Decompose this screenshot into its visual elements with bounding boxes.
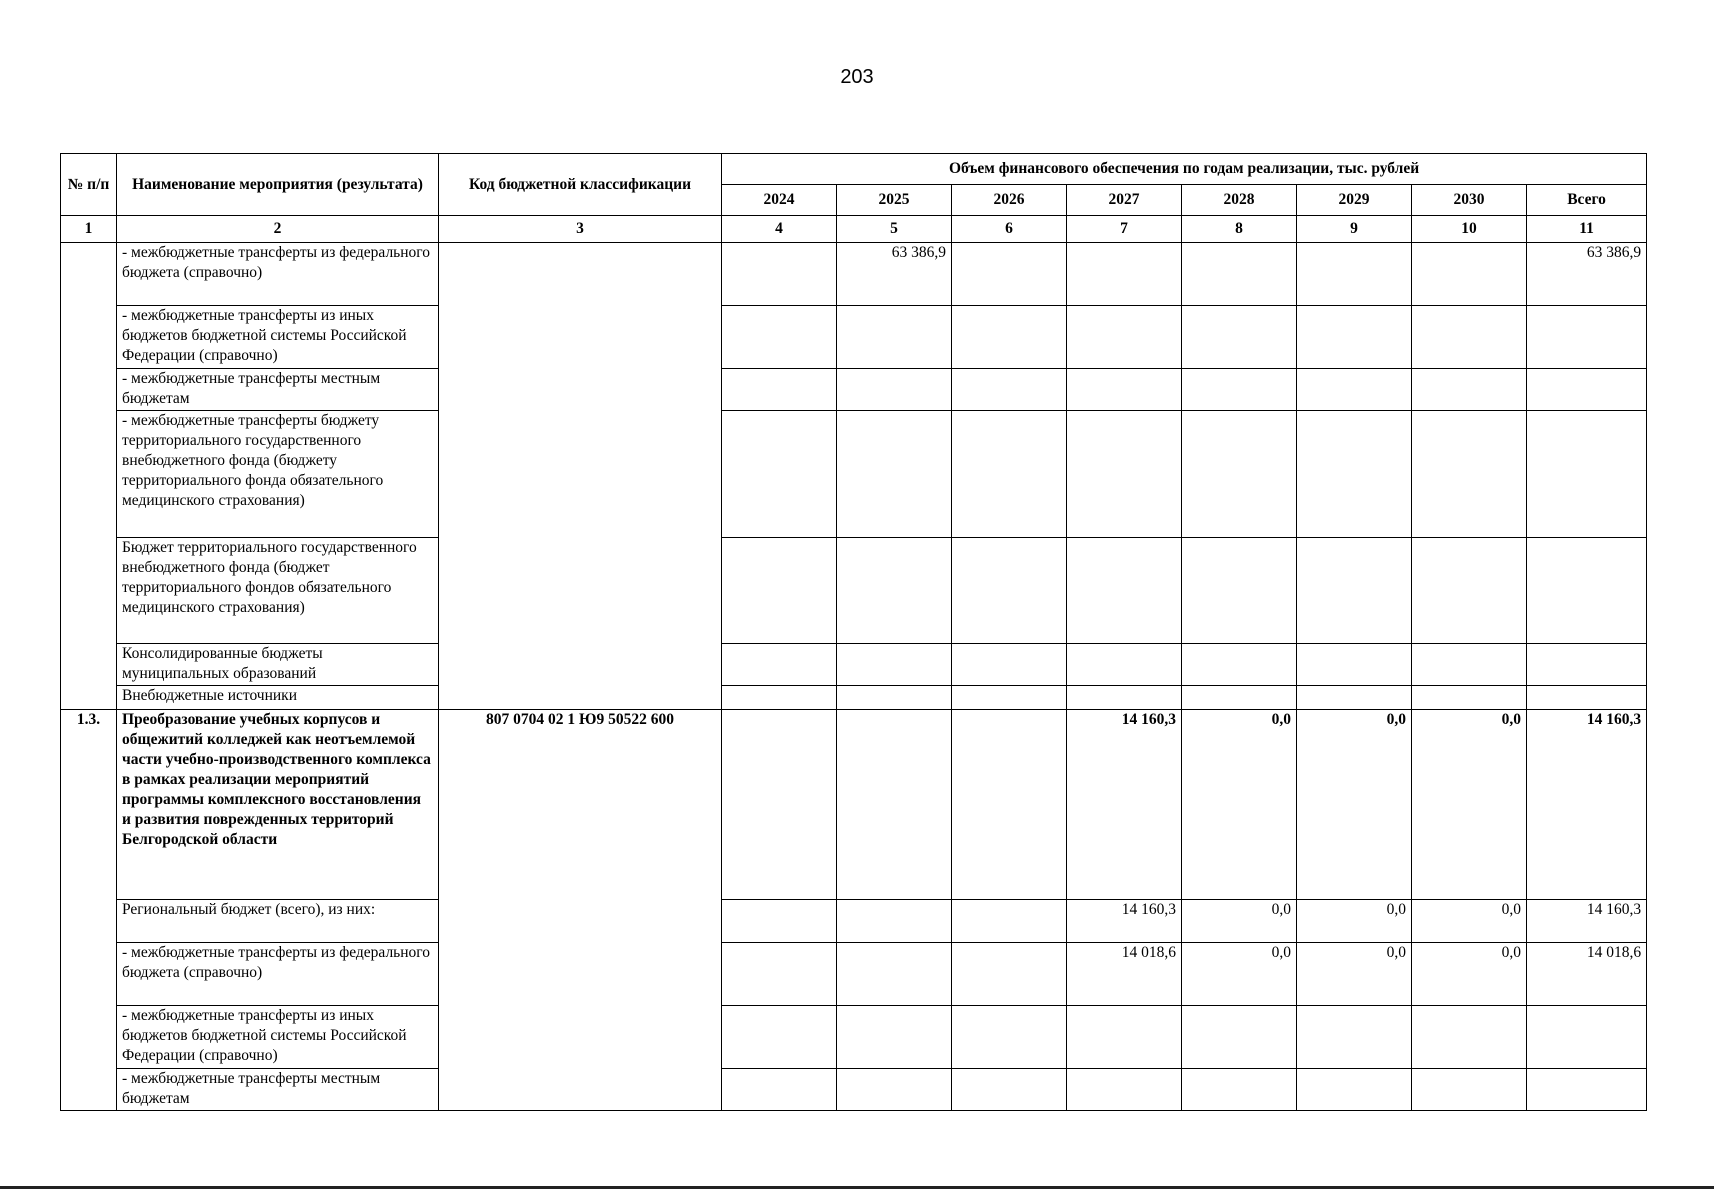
value-cell xyxy=(1412,538,1527,644)
table-row xyxy=(61,710,1647,900)
row-name: - межбюджетные трансферты местным бюджетам xyxy=(117,369,439,411)
value-cell xyxy=(837,306,952,369)
column-number: 1 xyxy=(61,216,117,243)
row-name: - межбюджетные трансферты из иных бюджетов бюджетной системы Российской Федерации (справочно) xyxy=(117,306,439,369)
header-name: Наименование мероприятия (результата) xyxy=(117,154,439,216)
value-cell xyxy=(1412,644,1527,686)
value-cell xyxy=(952,369,1067,411)
value-cell: 0,0 xyxy=(1297,943,1412,1006)
table-row xyxy=(61,1069,1647,1111)
row-name: - межбюджетные трансферты из федерального бюджета (справочно) xyxy=(117,243,439,306)
header-year: 2028 xyxy=(1182,185,1297,216)
value-cell xyxy=(1067,306,1182,369)
value-cell xyxy=(1182,411,1297,538)
header-num: № п/п xyxy=(61,154,117,216)
value-cell xyxy=(1182,686,1297,710)
value-cell xyxy=(837,943,952,1006)
value-cell xyxy=(722,686,837,710)
value-cell xyxy=(722,644,837,686)
column-number: 11 xyxy=(1527,216,1647,243)
value-cell xyxy=(952,1069,1067,1111)
value-cell xyxy=(837,710,952,900)
value-cell xyxy=(1412,1069,1527,1111)
value-cell xyxy=(1297,644,1412,686)
value-cell xyxy=(1527,644,1647,686)
value-cell: 14 018,6 xyxy=(1527,943,1647,1006)
column-number: 3 xyxy=(439,216,722,243)
value-cell xyxy=(1412,306,1527,369)
value-cell xyxy=(1182,369,1297,411)
value-cell xyxy=(837,1069,952,1111)
column-number: 10 xyxy=(1412,216,1527,243)
value-cell xyxy=(952,538,1067,644)
header-year: 2024 xyxy=(722,185,837,216)
value-cell: 0,0 xyxy=(1182,710,1297,900)
value-cell: 63 386,9 xyxy=(1527,243,1647,306)
header-year: 2030 xyxy=(1412,185,1527,216)
value-cell xyxy=(1527,306,1647,369)
header-year: 2025 xyxy=(837,185,952,216)
index-cell xyxy=(61,243,117,710)
page-number: 203 xyxy=(840,66,874,88)
value-cell xyxy=(837,644,952,686)
table-row xyxy=(61,369,1647,411)
value-cell xyxy=(1182,1006,1297,1069)
budget-code: 807 0704 02 1 Ю9 50522 600 xyxy=(439,710,722,1111)
value-cell xyxy=(1067,686,1182,710)
table-row xyxy=(61,411,1647,538)
value-cell xyxy=(1182,243,1297,306)
value-cell xyxy=(1067,1006,1182,1069)
header-year: 2026 xyxy=(952,185,1067,216)
value-cell xyxy=(1067,1069,1182,1111)
value-cell xyxy=(837,1006,952,1069)
value-cell: 0,0 xyxy=(1412,900,1527,943)
value-cell xyxy=(952,644,1067,686)
value-cell xyxy=(1527,1069,1647,1111)
value-cell xyxy=(1412,411,1527,538)
table-row xyxy=(61,306,1647,369)
column-number: 5 xyxy=(837,216,952,243)
value-cell: 14 160,3 xyxy=(1527,710,1647,900)
header-year: 2027 xyxy=(1067,185,1182,216)
value-cell xyxy=(722,411,837,538)
value-cell xyxy=(1297,306,1412,369)
table-row xyxy=(61,243,1647,306)
budget-table xyxy=(60,153,1647,1111)
header-code: Код бюджетной классификации xyxy=(439,154,722,216)
row-name: Региональный бюджет (всего), из них: xyxy=(117,900,439,943)
value-cell xyxy=(1527,686,1647,710)
column-number: 7 xyxy=(1067,216,1182,243)
row-index: 1.3. xyxy=(61,710,117,1111)
value-cell xyxy=(1297,1006,1412,1069)
header-year: 2029 xyxy=(1297,185,1412,216)
value-cell xyxy=(1067,369,1182,411)
value-cell xyxy=(1527,411,1647,538)
value-cell: 0,0 xyxy=(1182,943,1297,1006)
table-row xyxy=(61,644,1647,686)
table-row xyxy=(61,900,1647,943)
value-cell xyxy=(952,243,1067,306)
value-cell xyxy=(1527,1006,1647,1069)
value-cell xyxy=(1297,538,1412,644)
table-row xyxy=(61,1006,1647,1069)
row-name: Консолидированные бюджеты муниципальных образований xyxy=(117,644,439,686)
table-row xyxy=(61,686,1647,710)
value-cell xyxy=(952,411,1067,538)
value-cell xyxy=(1412,243,1527,306)
value-cell xyxy=(837,538,952,644)
value-cell xyxy=(1067,538,1182,644)
value-cell xyxy=(1182,306,1297,369)
value-cell xyxy=(837,369,952,411)
value-cell xyxy=(1412,1006,1527,1069)
row-name: Бюджет территориального государственного внебюджетного фонда (бюджет территориального фондов обязательного медицинского страхования) xyxy=(117,538,439,644)
table-row xyxy=(61,943,1647,1006)
value-cell xyxy=(1527,369,1647,411)
value-cell xyxy=(1297,1069,1412,1111)
value-cell xyxy=(1182,644,1297,686)
column-number: 8 xyxy=(1182,216,1297,243)
value-cell: 63 386,9 xyxy=(837,243,952,306)
row-name: - межбюджетные трансферты из иных бюджетов бюджетной системы Российской Федерации (справочно) xyxy=(117,1006,439,1069)
value-cell xyxy=(1297,411,1412,538)
value-cell xyxy=(952,306,1067,369)
value-cell: 0,0 xyxy=(1182,900,1297,943)
value-cell xyxy=(1067,644,1182,686)
value-cell: 14 160,3 xyxy=(1067,710,1182,900)
value-cell xyxy=(1412,686,1527,710)
row-name: Внебюджетные источники xyxy=(117,686,439,710)
value-cell xyxy=(722,1069,837,1111)
value-cell xyxy=(1067,243,1182,306)
value-cell: 0,0 xyxy=(1412,710,1527,900)
value-cell: 0,0 xyxy=(1297,710,1412,900)
value-cell xyxy=(1297,369,1412,411)
value-cell: 0,0 xyxy=(1297,900,1412,943)
value-cell xyxy=(1527,538,1647,644)
column-number: 4 xyxy=(722,216,837,243)
value-cell xyxy=(722,243,837,306)
value-cell xyxy=(952,686,1067,710)
value-cell: 14 160,3 xyxy=(1067,900,1182,943)
code-cell xyxy=(439,243,722,710)
header-funding: Объем финансового обеспечения по годам реализации, тыс. рублей xyxy=(722,154,1647,185)
value-cell: 14 018,6 xyxy=(1067,943,1182,1006)
value-cell xyxy=(722,369,837,411)
value-cell xyxy=(722,306,837,369)
row-name: - межбюджетные трансферты бюджету территориального государственного внебюджетного фонда (бюджету территориального фонда обязательного медицинского страхования) xyxy=(117,411,439,538)
column-number: 9 xyxy=(1297,216,1412,243)
value-cell xyxy=(722,538,837,644)
value-cell xyxy=(837,900,952,943)
value-cell xyxy=(837,686,952,710)
value-cell xyxy=(952,710,1067,900)
value-cell xyxy=(722,900,837,943)
scan-edge-divider xyxy=(0,1186,1714,1189)
value-cell xyxy=(1067,411,1182,538)
value-cell xyxy=(722,1006,837,1069)
column-number: 2 xyxy=(117,216,439,243)
value-cell xyxy=(1297,243,1412,306)
value-cell xyxy=(1412,369,1527,411)
value-cell xyxy=(722,710,837,900)
column-number: 6 xyxy=(952,216,1067,243)
value-cell xyxy=(1297,686,1412,710)
activity-title: Преобразование учебных корпусов и общежитий колледжей как неотъемлемой части учебно-производственного комплекса в рамках реализации мероприятий программы комплексного восстановления и развития поврежденных территорий Белгородской области xyxy=(117,710,439,900)
table-row xyxy=(61,538,1647,644)
row-name: - межбюджетные трансферты местным бюджетам xyxy=(117,1069,439,1111)
row-name: - межбюджетные трансферты из федерального бюджета (справочно) xyxy=(117,943,439,1006)
value-cell: 14 160,3 xyxy=(1527,900,1647,943)
value-cell xyxy=(952,900,1067,943)
value-cell xyxy=(952,1006,1067,1069)
header-total: Всего xyxy=(1527,185,1647,216)
value-cell xyxy=(952,943,1067,1006)
value-cell xyxy=(837,411,952,538)
value-cell xyxy=(1182,538,1297,644)
value-cell: 0,0 xyxy=(1412,943,1527,1006)
value-cell xyxy=(722,943,837,1006)
value-cell xyxy=(1182,1069,1297,1111)
